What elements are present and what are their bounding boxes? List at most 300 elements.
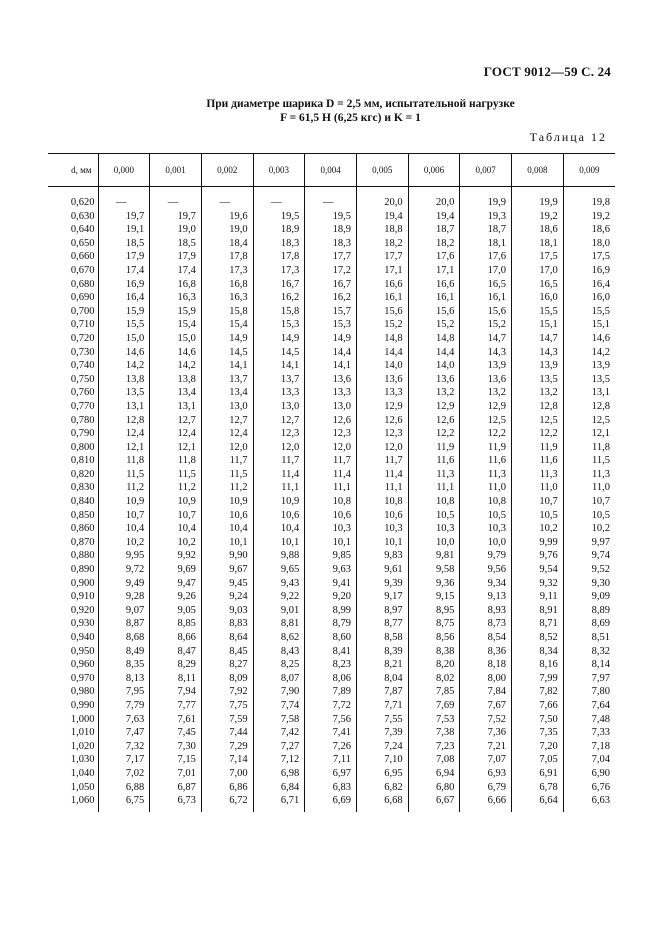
table-cell: —: [98, 187, 150, 210]
table-cell: 10,4: [253, 522, 305, 536]
table-cell: 8,52: [512, 631, 564, 645]
table-cell: 9,45: [201, 577, 253, 591]
column-header: 0,001: [150, 154, 202, 187]
table-cell: 8,95: [408, 604, 460, 618]
table-cell: 7,24: [356, 740, 408, 754]
table-cell: 9,15: [408, 590, 460, 604]
table-cell: 7,92: [201, 685, 253, 699]
table-cell: 8,16: [512, 658, 564, 672]
table-cell: 14,8: [408, 332, 460, 346]
table-cell: 14,0: [356, 359, 408, 373]
table-cell: 9,28: [98, 590, 150, 604]
table-cell: 6,87: [150, 781, 202, 795]
table-cell: 7,35: [512, 726, 564, 740]
table-cell: 8,77: [356, 617, 408, 631]
table-cell: 10,8: [408, 495, 460, 509]
table-cell: 6,95: [356, 767, 408, 781]
table-cell: 18,1: [460, 237, 512, 251]
column-header: 0,009: [563, 154, 615, 187]
table-cell: 10,2: [563, 522, 615, 536]
table-cell: 16,2: [253, 291, 305, 305]
table-cell: 8,41: [305, 645, 357, 659]
row-diameter: 0,700: [70, 305, 95, 317]
row-diameter: 0,820: [70, 468, 95, 480]
table-cell: 8,47: [150, 645, 202, 659]
column-header: 0,006: [408, 154, 460, 187]
table-cell: 8,23: [305, 658, 357, 672]
table-cell: 15,5: [512, 305, 564, 319]
table-cell: 15,8: [201, 305, 253, 319]
table-cell: 7,20: [512, 740, 564, 754]
table-cell: 7,33: [563, 726, 615, 740]
table-cell: 8,62: [253, 631, 305, 645]
table-cell: 14,4: [305, 346, 357, 360]
table-cell: 10,7: [512, 495, 564, 509]
table-cell: 11,5: [98, 468, 150, 482]
table-cell: 6,76: [563, 781, 615, 795]
table-cell: 7,05: [512, 753, 564, 767]
row-diameter: 0,980: [70, 686, 95, 698]
table-cell: 9,88: [253, 549, 305, 563]
table-cell: 7,77: [150, 699, 202, 713]
table-cell: 20,0: [356, 187, 408, 210]
column-header: 0,003: [253, 154, 305, 187]
table-cell: 11,3: [512, 468, 564, 482]
table-cell: 18,3: [305, 237, 357, 251]
table-cell: 8,14: [563, 658, 615, 672]
table-cell: 11,4: [305, 468, 357, 482]
table-cell: 8,68: [98, 631, 150, 645]
table-cell: 17,3: [253, 264, 305, 278]
table-cell: 9,34: [460, 577, 512, 591]
table-cell: 6,90: [563, 767, 615, 781]
column-header: 0,000: [98, 154, 150, 187]
table-cell: 16,9: [98, 278, 150, 292]
table-cell: 8,32: [563, 645, 615, 659]
table-cell: 8,81: [253, 617, 305, 631]
table-cell: 7,87: [356, 685, 408, 699]
table-cell: 9,83: [356, 549, 408, 563]
table-row: [48, 753, 615, 767]
table-cell: 9,95: [98, 549, 150, 563]
table-cell: 8,04: [356, 672, 408, 686]
table-cell: 6,84: [253, 781, 305, 795]
table-cell: 7,02: [98, 767, 150, 781]
table-cell: 8,56: [408, 631, 460, 645]
table-cell: 7,94: [150, 685, 202, 699]
column-header: 0,008: [512, 154, 564, 187]
table-cell: 16,6: [408, 278, 460, 292]
table-cell: 19,4: [408, 210, 460, 224]
table-cell: 7,56: [305, 713, 357, 727]
table-cell: 12,8: [512, 400, 564, 414]
table-cell: 8,38: [408, 645, 460, 659]
column-header: 0,005: [356, 154, 408, 187]
column-header: 0,002: [201, 154, 253, 187]
table-cell: 14,1: [253, 359, 305, 373]
table-row: [48, 278, 615, 292]
table-cell: 18,5: [150, 237, 202, 251]
table-cell: 6,75: [98, 794, 150, 812]
header-diameter: d, мм: [48, 154, 98, 187]
table-cell: 11,3: [460, 468, 512, 482]
table-cell: 17,4: [98, 264, 150, 278]
table-row: [48, 617, 615, 631]
row-diameter: 1,000: [70, 713, 95, 725]
table-cell: 13,6: [408, 373, 460, 387]
table-cell: 14,2: [150, 359, 202, 373]
table-cell: 14,7: [460, 332, 512, 346]
row-diameter: 0,810: [70, 455, 95, 467]
table-cell: 10,5: [512, 509, 564, 523]
table-cell: 10,6: [305, 509, 357, 523]
row-diameter: 0,910: [70, 591, 95, 603]
table-cell: 8,07: [253, 672, 305, 686]
table-cell: 6,86: [201, 781, 253, 795]
table-cell: 13,1: [98, 400, 150, 414]
table-cell: 9,17: [356, 590, 408, 604]
table-cell: 9,74: [563, 549, 615, 563]
table-cell: 13,2: [460, 386, 512, 400]
table-cell: 12,9: [356, 400, 408, 414]
table-row: [48, 291, 615, 305]
table-cell: 10,9: [253, 495, 305, 509]
table-cell: 13,8: [98, 373, 150, 387]
table-cell: 13,3: [356, 386, 408, 400]
table-cell: 19,4: [356, 210, 408, 224]
table-cell: 16,8: [150, 278, 202, 292]
table-cell: 11,9: [408, 441, 460, 455]
table-cell: 6,91: [512, 767, 564, 781]
table-cell: 13,2: [408, 386, 460, 400]
table-row: [48, 713, 615, 727]
table-cell: 7,90: [253, 685, 305, 699]
table-cell: 8,18: [460, 658, 512, 672]
table-row: [48, 631, 615, 645]
row-diameter: 0,900: [70, 577, 95, 589]
table-cell: 7,64: [563, 699, 615, 713]
table-cell: 12,5: [563, 414, 615, 428]
column-header: 0,007: [460, 154, 512, 187]
table-cell: 16,8: [201, 278, 253, 292]
table-cell: 9,58: [408, 563, 460, 577]
table-cell: 8,45: [201, 645, 253, 659]
table-cell: 7,95: [98, 685, 150, 699]
row-diameter: 0,640: [70, 224, 95, 236]
table-cell: 11,1: [305, 481, 357, 495]
table-cell: 9,30: [563, 577, 615, 591]
table-cell: —: [201, 187, 253, 210]
table-row: [48, 305, 615, 319]
table-cell: 7,17: [98, 753, 150, 767]
table-cell: 19,2: [512, 210, 564, 224]
table-cell: 14,2: [98, 359, 150, 373]
table-cell: 10,5: [563, 509, 615, 523]
table-cell: 12,2: [512, 427, 564, 441]
table-row: [48, 264, 615, 278]
table-cell: 12,1: [150, 441, 202, 455]
table-cell: 10,9: [201, 495, 253, 509]
table-cell: 7,55: [356, 713, 408, 727]
row-diameter: 1,010: [70, 727, 95, 739]
table-cell: 11,6: [512, 454, 564, 468]
table-cell: 13,0: [201, 400, 253, 414]
table-cell: 6,98: [253, 767, 305, 781]
table-cell: 10,6: [356, 509, 408, 523]
table-cell: 13,1: [150, 400, 202, 414]
table-cell: 16,1: [460, 291, 512, 305]
table-cell: 7,89: [305, 685, 357, 699]
row-diameter: 0,690: [70, 292, 95, 304]
table-cell: 6,93: [460, 767, 512, 781]
row-diameter: 0,840: [70, 496, 95, 508]
table-cell: 9,49: [98, 577, 150, 591]
table-cell: 11,8: [563, 441, 615, 455]
table-cell: 9,54: [512, 563, 564, 577]
table-cell: 19,1: [98, 223, 150, 237]
table-cell: 10,1: [356, 536, 408, 550]
table-cell: 17,9: [150, 250, 202, 264]
row-diameter: 0,950: [70, 645, 95, 657]
table-cell: 12,5: [460, 414, 512, 428]
table-cell: 16,2: [305, 291, 357, 305]
table-cell: 15,2: [460, 318, 512, 332]
table-cell: 9,61: [356, 563, 408, 577]
table-row: [48, 373, 615, 387]
table-cell: 11,4: [356, 468, 408, 482]
table-cell: 6,67: [408, 794, 460, 812]
table-cell: 9,69: [150, 563, 202, 577]
table-cell: 7,97: [563, 672, 615, 686]
table-row: [48, 794, 615, 812]
table-cell: 14,5: [253, 346, 305, 360]
table-cell: 8,02: [408, 672, 460, 686]
table-cell: 8,87: [98, 617, 150, 631]
table-cell: 13,6: [460, 373, 512, 387]
table-cell: 6,94: [408, 767, 460, 781]
row-diameter: 0,770: [70, 400, 95, 412]
table-cell: 13,9: [563, 359, 615, 373]
table-header-row: [48, 154, 615, 187]
table-cell: 18,6: [563, 223, 615, 237]
row-diameter: 0,620: [70, 197, 95, 208]
table-cell: 10,1: [201, 536, 253, 550]
table-row: [48, 781, 615, 795]
table-cell: 12,9: [460, 400, 512, 414]
table-cell: 17,4: [150, 264, 202, 278]
table-cell: 7,27: [253, 740, 305, 754]
table-cell: 8,97: [356, 604, 408, 618]
table-cell: 15,3: [305, 318, 357, 332]
table-cell: 13,9: [460, 359, 512, 373]
table-cell: 6,73: [150, 794, 202, 812]
table-cell: 10,2: [98, 536, 150, 550]
table-cell: 10,3: [356, 522, 408, 536]
table-cell: 14,3: [460, 346, 512, 360]
table-cell: 12,7: [201, 414, 253, 428]
table-cell: 14,9: [253, 332, 305, 346]
table-row: [48, 318, 615, 332]
table-row: [48, 427, 615, 441]
table-cell: 13,5: [563, 373, 615, 387]
table-cell: 7,29: [201, 740, 253, 754]
table-cell: 15,2: [356, 318, 408, 332]
table-cell: 7,99: [512, 672, 564, 686]
table-cell: 15,2: [408, 318, 460, 332]
table-cell: 8,60: [305, 631, 357, 645]
table-cell: 14,1: [201, 359, 253, 373]
table-cell: 11,1: [253, 481, 305, 495]
table-cell: 7,66: [512, 699, 564, 713]
table-cell: 16,7: [253, 278, 305, 292]
table-cell: 14,6: [98, 346, 150, 360]
table-cell: 20,0: [408, 187, 460, 210]
row-diameter: 0,940: [70, 632, 95, 643]
table-cell: 16,1: [356, 291, 408, 305]
table-row: [48, 441, 615, 455]
table-cell: 7,79: [98, 699, 150, 713]
row-diameter: 1,030: [70, 754, 95, 766]
table-cell: 10,5: [408, 509, 460, 523]
table-cell: 9,36: [408, 577, 460, 591]
table-cell: 17,8: [201, 250, 253, 264]
row-diameter: 0,720: [70, 332, 95, 344]
table-cell: 18,7: [408, 223, 460, 237]
table-cell: 9,47: [150, 577, 202, 591]
table-cell: 17,2: [305, 264, 357, 278]
table-cell: 9,11: [512, 590, 564, 604]
row-diameter: 0,930: [70, 618, 95, 630]
table-cell: 9,67: [201, 563, 253, 577]
table-cell: 14,1: [305, 359, 357, 373]
table-cell: 15,0: [150, 332, 202, 346]
table-cell: 7,71: [356, 699, 408, 713]
table-cell: 10,3: [305, 522, 357, 536]
row-diameter: 0,760: [70, 387, 95, 399]
table-cell: 7,58: [253, 713, 305, 727]
table-cell: 12,9: [408, 400, 460, 414]
table-cell: 17,1: [356, 264, 408, 278]
table-cell: 10,8: [356, 495, 408, 509]
table-cell: 6,69: [305, 794, 357, 812]
table-row: [48, 237, 615, 251]
table-cell: 8,75: [408, 617, 460, 631]
table-cell: 10,6: [253, 509, 305, 523]
table-cell: 7,53: [408, 713, 460, 727]
table-row: [48, 767, 615, 781]
table-cell: 8,25: [253, 658, 305, 672]
row-diameter: 0,970: [70, 672, 95, 684]
table-row: [48, 414, 615, 428]
table-cell: 13,6: [305, 373, 357, 387]
table-cell: 13,3: [305, 386, 357, 400]
table-cell: 16,4: [98, 291, 150, 305]
table-cell: 8,00: [460, 672, 512, 686]
table-cell: 9,56: [460, 563, 512, 577]
table-row: [48, 563, 615, 577]
row-diameter: 0,670: [70, 264, 95, 276]
table-cell: 19,5: [305, 210, 357, 224]
table-cell: 9,63: [305, 563, 357, 577]
table-cell: 6,64: [512, 794, 564, 812]
table-cell: 12,3: [305, 427, 357, 441]
table-cell: 18,7: [460, 223, 512, 237]
table-row: [48, 658, 615, 672]
table-cell: 11,1: [356, 481, 408, 495]
table-cell: 6,72: [201, 794, 253, 812]
table-row: [48, 332, 615, 346]
table-cell: 11,7: [201, 454, 253, 468]
table-cell: 7,14: [201, 753, 253, 767]
table-cell: 7,32: [98, 740, 150, 754]
table-cell: 15,4: [201, 318, 253, 332]
table-cell: 12,2: [408, 427, 460, 441]
row-diameter: 0,960: [70, 659, 95, 671]
table-cell: 14,2: [563, 346, 615, 360]
table-cell: 12,1: [563, 427, 615, 441]
table-cell: 15,1: [563, 318, 615, 332]
table-cell: 18,5: [98, 237, 150, 251]
table-row: [48, 346, 615, 360]
table-cell: 11,1: [408, 481, 460, 495]
table-cell: 13,0: [305, 400, 357, 414]
table-cell: 9,85: [305, 549, 357, 563]
table-cell: 8,13: [98, 672, 150, 686]
table-cell: 10,7: [150, 509, 202, 523]
table-cell: 9,03: [201, 604, 253, 618]
table-cell: 8,58: [356, 631, 408, 645]
table-cell: 18,3: [253, 237, 305, 251]
table-cell: 14,4: [408, 346, 460, 360]
table-body: [48, 187, 615, 812]
table-cell: 11,7: [305, 454, 357, 468]
table-row: [48, 549, 615, 563]
table-cell: 9,81: [408, 549, 460, 563]
table-row: [48, 400, 615, 414]
table-cell: 18,8: [356, 223, 408, 237]
title-line-1: При диаметре шарика D = 2,5 мм, испытательной нагрузке: [206, 98, 515, 110]
table-cell: 17,9: [98, 250, 150, 264]
table-row: [48, 250, 615, 264]
table-cell: 7,67: [460, 699, 512, 713]
table-label: Таблица 12: [529, 130, 607, 144]
table-cell: 13,8: [150, 373, 202, 387]
table-cell: 15,0: [98, 332, 150, 346]
table-cell: 13,5: [512, 373, 564, 387]
table-cell: 12,6: [356, 414, 408, 428]
table-row: [48, 590, 615, 604]
table-cell: 15,9: [98, 305, 150, 319]
table-cell: 9,32: [512, 577, 564, 591]
table-cell: 10,0: [408, 536, 460, 550]
table-cell: 9,09: [563, 590, 615, 604]
table-cell: 9,20: [305, 590, 357, 604]
row-diameter: 0,710: [70, 319, 95, 331]
table-cell: 8,29: [150, 658, 202, 672]
table-cell: 17,3: [201, 264, 253, 278]
table-title: [0, 97, 661, 125]
table-cell: 6,88: [98, 781, 150, 795]
table-cell: 19,9: [460, 187, 512, 210]
table-row: [48, 359, 615, 373]
table-cell: 13,2: [512, 386, 564, 400]
table-cell: 16,3: [150, 291, 202, 305]
table-cell: 15,1: [512, 318, 564, 332]
table-cell: 19,6: [201, 210, 253, 224]
table-cell: 7,63: [98, 713, 150, 727]
table-cell: 7,44: [201, 726, 253, 740]
table-cell: 15,8: [253, 305, 305, 319]
